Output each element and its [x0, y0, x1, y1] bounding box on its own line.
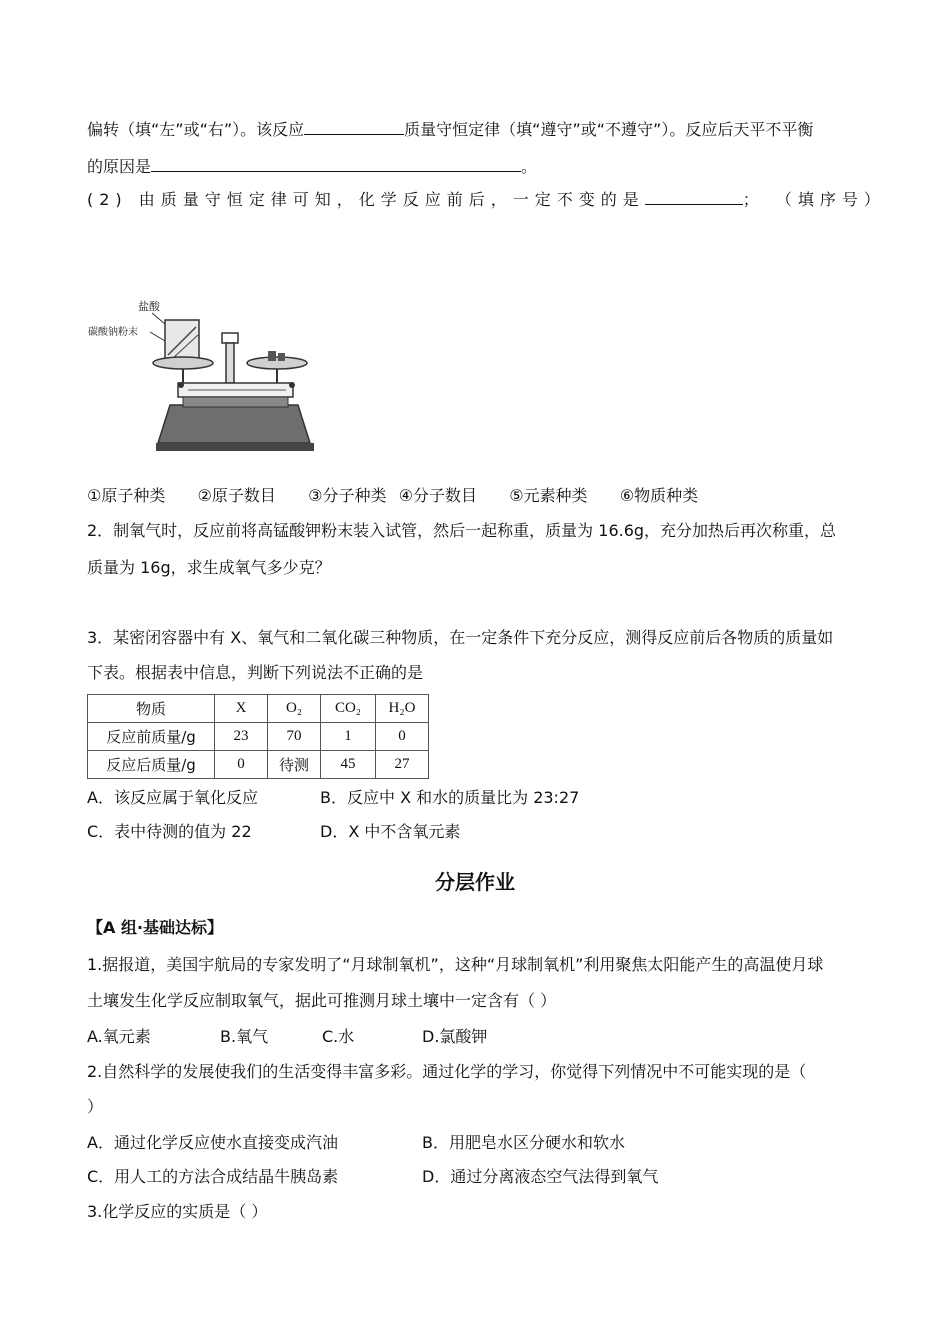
left-knob [178, 382, 184, 388]
intro-text-2b: 。 [521, 157, 538, 176]
answer-blank-1[interactable] [304, 118, 404, 135]
right-knob [289, 382, 295, 388]
balance-figure [88, 295, 323, 460]
center-post [226, 343, 234, 383]
table-cell: 1 [321, 723, 376, 751]
intro-text-3a: (2) 由质量守恒定律可知，化学反应前后，一定不变的是 [87, 190, 645, 209]
label-acid: 盐酸 [138, 300, 160, 313]
base-top [183, 397, 288, 407]
a2-option-d: D．通过分离液态空气法得到氧气 [422, 1167, 659, 1186]
table-header-cell: CO₂ [321, 695, 376, 723]
table-header-cell: H₂O [376, 695, 429, 723]
a2-option-c: C．用人工的方法合成结晶牛胰岛素 [87, 1167, 339, 1186]
table-header-cell: X [215, 695, 268, 723]
right-pan [247, 357, 307, 369]
choice-6: ⑥物质种类 [619, 486, 699, 505]
choice-4: ④分子数目 [398, 486, 477, 505]
intro-line-1 [87, 118, 813, 140]
table-cell: 待测 [268, 751, 321, 779]
q3-line-2: 下表。根据表中信息，判断下列说法不正确的是 [87, 663, 424, 682]
a2-option-a: A．通过化学反应使水直接变成汽油 [87, 1133, 338, 1152]
q3-option-d: D．X 中不含氧元素 [320, 822, 461, 841]
table-cell: 23 [215, 723, 268, 751]
a1-option-d: D.氯酸钾 [422, 1027, 488, 1046]
table-row [88, 723, 429, 751]
intro-text-2a: 的原因是 [87, 157, 152, 176]
table-header-cell: O₂ [268, 695, 321, 723]
answer-blank-3[interactable] [645, 188, 743, 205]
answer-blank-2[interactable] [151, 155, 521, 172]
table-header-cell: 物质 [88, 695, 215, 723]
choice-1: ①原子种类 [87, 486, 166, 505]
section-title: 分层作业 [435, 870, 515, 894]
mass-table [87, 694, 429, 779]
table-cell: 反应后质量/g [88, 751, 215, 779]
label-powder: 碳酸钠粉末 [88, 327, 138, 338]
choice-5: ⑤元素种类 [509, 486, 588, 505]
a1-option-a: A.氧元素 [87, 1027, 151, 1046]
intro-line-2 [87, 155, 537, 177]
base-foot [156, 443, 314, 451]
a3-line-1: 3.化学反应的实质是（ ） [87, 1202, 268, 1221]
a1-option-c: C.水 [322, 1027, 355, 1046]
q3-option-b: B．反应中 X 和水的质量比为 23:27 [320, 788, 580, 807]
intro-text-1b: 质量守恒定律（填“遵守”或“不遵守”）。反应后天平不平衡 [404, 120, 814, 139]
choice-3: ③分子种类 [308, 486, 387, 505]
a1-option-b: B.氧气 [220, 1027, 269, 1046]
q3-option-a: A．该反应属于氧化反应 [87, 788, 258, 807]
table-header-row [88, 695, 429, 723]
table-cell: 70 [268, 723, 321, 751]
q2-line-2: 质量为 16g，求生成氧气多少克？ [87, 558, 331, 577]
a1-line-1: 1.据报道，美国宇航局的专家发明了“月球制氧机”，这种“月球制氧机”利用聚焦太阳能产生的高温使月球 [87, 955, 824, 974]
intro-text-3b: ； （填序号） [742, 190, 886, 209]
table-cell: 反应前质量/g [88, 723, 215, 751]
intro-line-3 [87, 188, 886, 210]
choice-2: ②原子数目 [197, 486, 276, 505]
table-cell: 27 [376, 751, 429, 779]
balance-base [158, 405, 310, 443]
table-row [88, 751, 429, 779]
group-label: 【A 组·基础达标】 [87, 918, 224, 937]
intro-text-1a: 偏转（填“左”或“右”）。该反应 [87, 120, 305, 139]
a1-line-2: 土壤发生化学反应制取氧气，据此可推测月球土壤中一定含有（ ） [87, 991, 557, 1010]
q3-line-1: 3．某密闭容器中有 X、氧气和二氧化碳三种物质，在一定条件下充分反应，测得反应前后各物质的质量如 [87, 628, 834, 647]
q2-line-1: 2．制氧气时，反应前将高锰酸钾粉末装入试管，然后一起称重，质量为 16.6g，充分加热后再次称重，总 [87, 521, 837, 540]
weight-2 [278, 353, 285, 361]
a2-line-2: ） [87, 1097, 104, 1116]
a2-line-1: 2.自然科学的发展使我们的生活变得丰富多彩。通过化学的学习，你觉得下列情况中不可能实现的是（ [87, 1062, 807, 1081]
left-pan [153, 357, 213, 369]
pointer-head [222, 333, 238, 343]
a2-option-b: B．用肥皂水区分硬水和软水 [422, 1133, 625, 1152]
choices-line [87, 486, 698, 506]
table-cell: 0 [215, 751, 268, 779]
weight-1 [268, 351, 276, 361]
table-cell: 0 [376, 723, 429, 751]
table-cell: 45 [321, 751, 376, 779]
q3-option-c: C．表中待测的值为 22 [87, 822, 252, 841]
